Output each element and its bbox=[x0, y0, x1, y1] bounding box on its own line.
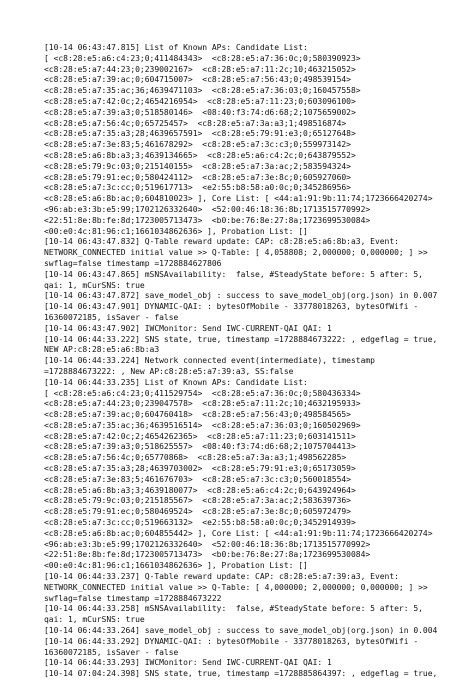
log-line: [10-14 06:44:33.293] IWCMonitor: Send IWC-CURRENT-QAI QAI: 1 bbox=[44, 658, 332, 668]
log-line: [10-14 06:43:47.902] IWCMonitor: Send IWC-CURRENT-QAI QAI: 1 bbox=[44, 323, 332, 333]
log-line: 16360072185, isSaver - false bbox=[44, 647, 179, 657]
log-line: [10-14 06:43:47.865] mSNSAvailability: false, #SteadyState before: 5 after: 5, bbox=[44, 269, 423, 279]
log-line: qai: 1, mCurSNS: true bbox=[44, 280, 145, 290]
log-line: [10-14 06:43:47.901] DYNAMIC-QAI: : bytesOfMobile - 33778018263, bytesOfWifi - bbox=[44, 302, 419, 312]
log-line: <c8:28:e5:a7:42:0c;2;4654262365> <c8:28:e5:a7:11:23;0;603141511> bbox=[44, 431, 356, 441]
log-line: <c8:28:e5:a7:39:ac;0;604715007> <c8:28:e5:a7:56:43;0;498539154> bbox=[44, 75, 351, 85]
log-line: [10-14 06:44:33.258] mSNSAvailability: false, #SteadyState before: 5 after: 5, bbox=[44, 604, 423, 614]
log-line: <96:ab:e3:3b:e5:99;1702126332640> <52:00:46:18:36:8b;1713515770992> bbox=[44, 204, 371, 214]
log-line: <c8:28:e5:79:91:ec;0;580424112> <c8:28:e5:a7:3e:8c;0;605927060> bbox=[44, 172, 351, 182]
log-line: [10-14 06:44:33.292] DYNAMIC-QAI: : bytesOfMobile - 33778018263, bytesOfWifi - bbox=[44, 636, 419, 646]
log-line: [10-14 06:43:47.872] save_model_obj : success to save_model_obj(org.json) in 0.007 bbox=[44, 291, 438, 301]
log-text-block bbox=[44, 43, 444, 680]
log-line: [10-14 06:43:47.815] List of Known APs: Candidate List: bbox=[44, 43, 308, 52]
log-line: <00:e0:4c:81:96:c1;1661034862636> ], Probation List: [] bbox=[44, 561, 308, 571]
log-line: [ <c8:28:e5:a6:c4:23;0;411529754> <c8:28:e5:a7:36:0c;0;580436334> bbox=[44, 388, 361, 398]
log-line: <c8:28:e5:a7:3e:83;5;461676703> <c8:28:e5:a7:3c:c3;0;560018554> bbox=[44, 474, 351, 484]
log-line: <c8:28:e5:79:9c:03;0;215140155> <c8:28:e5:a7:3a:ac;2;583594324> bbox=[44, 161, 351, 171]
log-line: <c8:28:e5:a7:44:23;0;239002167> <c8:28:e5:a7:11:2c;10;463215052> bbox=[44, 64, 356, 74]
log-line: [10-14 06:43:47.832] Q-Table reward update: CAP: c8:28:e5:a6:8b:a3, Event: bbox=[44, 237, 399, 247]
log-line: <c8:28:e5:a6:8b:a3;3;4639180077> <c8:28:e5:a6:c4:2c;0;643924964> bbox=[44, 485, 356, 495]
log-line: [10-14 06:44:33.237] Q-Table reward update: CAP: c8:28:e5:a7:39:a3, Event: bbox=[44, 572, 399, 582]
log-line: swflag=false timestamp =1728884627806 bbox=[44, 258, 222, 268]
log-line: NETWORK_CONNECTED initial value >> Q-Table: [ 4,000000; 2,000000; 0,000000; ] >> bbox=[44, 582, 428, 592]
log-line: <22:51:8e:8b:fe:8d;1723005713473> <b0:be:76:8e:27:8a;1723699530084> bbox=[44, 550, 371, 560]
log-line: <96:ab:e3:3b:e5:99;1702126332640> <52:00:46:18:36:8b;1713515770992> bbox=[44, 539, 371, 549]
log-line: <22:51:8e:8b:fe:8d;1723005713473> <b0:be:76:8e:27:8a;1723699530084> bbox=[44, 215, 371, 225]
log-line: <c8:28:e5:a7:35:ac;36;4639516514> <c8:28:e5:a7:36:03;0;160502969> bbox=[44, 420, 361, 430]
log-line: [10-14 07:04:24.398] SNS state, true, timestamp =1728885864397: , edgeflag = true, bbox=[44, 669, 438, 679]
log-line: <c8:28:e5:a7:3c:cc;0;519617713> <e2:55:b8:58:a0:0c;0;345286956> bbox=[44, 183, 351, 193]
log-line: <c8:28:e5:a7:56:4c;0;65725457> <c8:28:e5:a7:3a:a3;1;498516874> bbox=[44, 118, 347, 128]
log-line: <c8:28:e5:a7:35:a3;28;4639703002> <c8:28:e5:79:91:e3;0;65173059> bbox=[44, 464, 356, 474]
log-line: <c8:28:e5:a7:3e:83;5;461678292> <c8:28:e5:a7:3c:c3;0;559973142> bbox=[44, 140, 351, 150]
log-line: <00:e0:4c:81:96:c1;1661034862636> ], Probation List: [] bbox=[44, 226, 308, 236]
log-line: [ <c8:28:e5:a6:c4:23;0;411484343> <c8:28:e5:a7:36:0c;0;580390923> bbox=[44, 53, 361, 63]
log-line: qai: 1, mCurSNS: true bbox=[44, 615, 145, 625]
log-line: <c8:28:e5:a7:56:4c;0;65770868> <c8:28:e5:a7:3a:a3;1;498562285> bbox=[44, 453, 347, 463]
log-line: <c8:28:e5:79:91:ec;0;580469524> <c8:28:e5:a7:3e:8c;0;605972479> bbox=[44, 507, 351, 517]
log-line: <c8:28:e5:a7:44:23;0;239047578> <c8:28:e5:a7:11:2c;10;4632195933> bbox=[44, 399, 361, 409]
log-line: <c8:28:e5:a6:8b:ac;0;604855442> ], Core List: [ <44:a1:91:9b:11:74;1723666420274> bbox=[44, 528, 433, 538]
log-line: <c8:28:e5:a7:39:a3;0;518625557> <08:40:f3:74:d6:68;2;1075704413> bbox=[44, 442, 356, 452]
log-line: <c8:28:e5:a7:35:a3;28;4639657591> <c8:28:e5:79:91:e3;0;65127648> bbox=[44, 129, 356, 139]
log-line: [10-14 06:44:33.222] SNS state, true, timestamp =1728884673222: , edgeflag = true, bbox=[44, 334, 438, 344]
log-line: 16360072185, isSaver - false bbox=[44, 312, 179, 322]
log-line: <c8:28:e5:79:9c:03;0;215185567> <c8:28:e5:a7:3a:ac;2;583639736> bbox=[44, 496, 351, 506]
log-line: NETWORK_CONNECTED initial value >> Q-Table: [ 4,058808; 2,000000; 0,000000; ] >> bbox=[44, 248, 428, 258]
log-line: swflag=false timestamp =1728884673222 bbox=[44, 593, 222, 603]
log-line: <c8:28:e5:a7:39:a3;0;518580146> <08:40:f3:74:d6:68;2;1075659002> bbox=[44, 107, 356, 117]
log-line: =1728884673222: , New AP:c8:28:e5:a7:39:a3, SS:false bbox=[44, 366, 294, 376]
log-line: <c8:28:e5:a6:8b:a3;3;4639134665> <c8:28:e5:a6:c4:2c;0;643879552> bbox=[44, 150, 356, 160]
log-line: <c8:28:e5:a7:3c:cc;0;519663132> <e2:55:b8:58:a0:0c;0;3452914939> bbox=[44, 518, 356, 528]
log-line: <c8:28:e5:a7:39:ac;0;604760418> <c8:28:e5:a7:56:43;0;498584565> bbox=[44, 410, 351, 420]
log-line: <c8:28:e5:a7:42:0c;2;4654216954> <c8:28:e5:a7:11:23;0;603096100> bbox=[44, 96, 356, 106]
log-line: NEW AP:c8:28:e5:a6:8b:a3 bbox=[44, 345, 160, 355]
log-line: [10-14 06:44:33.235] List of Known APs: Candidate List: bbox=[44, 377, 308, 387]
log-line: [10-14 06:44:33.224] Network connected event(intermediate), timestamp bbox=[44, 356, 375, 366]
log-line: [10-14 06:44:33.264] save_model_obj : success to save_model_obj(org.json) in 0.004 bbox=[44, 626, 438, 636]
log-line: <c8:28:e5:a6:8b:ac;0;604810023> ], Core List: [ <44:a1:91:9b:11:74;1723666420274> bbox=[44, 194, 433, 204]
log-line: <c8:28:e5:a7:35:ac;36;4639471103> <c8:28:e5:a7:36:03;0;160457558> bbox=[44, 86, 361, 96]
